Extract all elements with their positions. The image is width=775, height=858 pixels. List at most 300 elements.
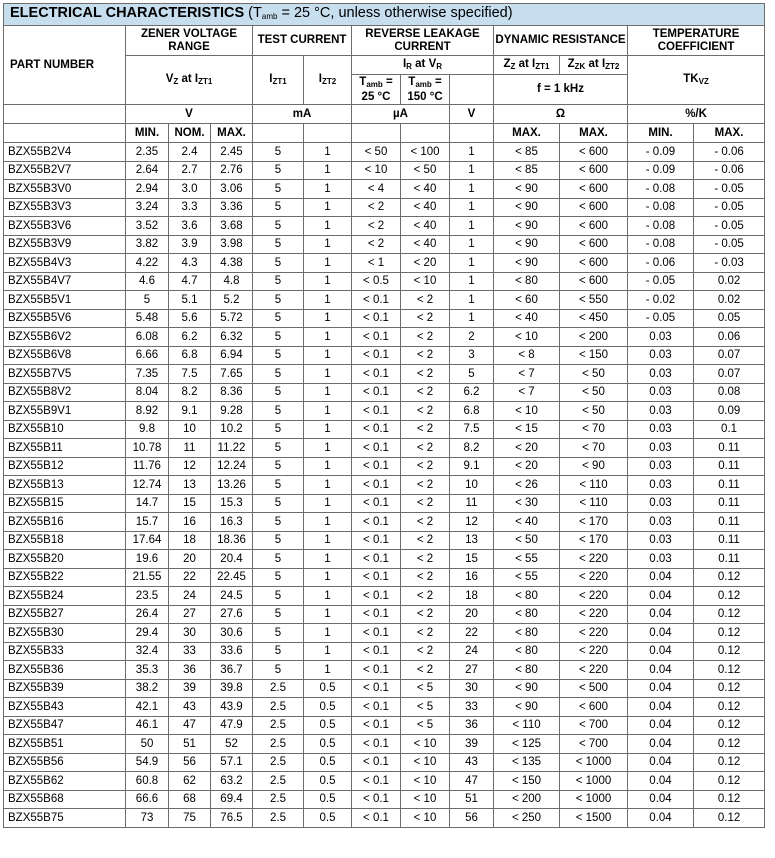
tamb-25c-header: $T_{amb}$ = 25 °C xyxy=(352,75,401,105)
vz-max-cell: 27.6 xyxy=(211,605,253,624)
ir-150c-cell: < 2 xyxy=(401,457,450,476)
zzk-max-cell: < 50 xyxy=(560,402,628,421)
part-number-cell: BZX55B10 xyxy=(4,420,126,439)
izt2-cell: 1 xyxy=(304,272,352,291)
part-number-cell: BZX55B2V4 xyxy=(4,143,126,162)
col-blank-cell xyxy=(304,124,352,143)
zzk-max-cell: < 600 xyxy=(560,143,628,162)
tk-min-cell: 0.03 xyxy=(628,365,694,384)
zzk-max-cell: < 50 xyxy=(560,365,628,384)
ir-150c-cell: < 2 xyxy=(401,568,450,587)
tk-max-cell: 0.11 xyxy=(694,550,765,569)
table-row xyxy=(4,753,765,772)
table-row xyxy=(4,457,765,476)
tk-max-cell: 0.11 xyxy=(694,476,765,495)
col-tk-min-header: MIN. xyxy=(628,124,694,143)
tk-max-cell: 0.12 xyxy=(694,661,765,680)
vz-min-cell: 23.5 xyxy=(126,587,169,606)
vz-max-cell: 3.06 xyxy=(211,180,253,199)
vz-min-cell: 73 xyxy=(126,809,169,828)
zz-max-cell: < 10 xyxy=(494,328,560,347)
tk-min-cell: - 0.02 xyxy=(628,291,694,310)
ir-25c-cell: < 0.1 xyxy=(352,698,401,717)
zzk-max-cell: < 1000 xyxy=(560,790,628,809)
izt1-cell: 5 xyxy=(253,402,304,421)
izt1-cell: 5 xyxy=(253,605,304,624)
zz-max-cell: < 90 xyxy=(494,254,560,273)
vz-min-cell: 26.4 xyxy=(126,605,169,624)
part-number-cell: BZX55B9V1 xyxy=(4,402,126,421)
tk-min-cell: 0.03 xyxy=(628,457,694,476)
ir-150c-cell: < 100 xyxy=(401,143,450,162)
izt2-cell: 1 xyxy=(304,457,352,476)
tk-max-cell: 0.11 xyxy=(694,531,765,550)
tk-max-cell: - 0.06 xyxy=(694,161,765,180)
table-row xyxy=(4,809,765,828)
vz-nom-cell: 39 xyxy=(169,679,211,698)
zzk-max-cell: < 550 xyxy=(560,291,628,310)
zzk-max-cell: < 450 xyxy=(560,309,628,328)
vz-max-cell: 2.76 xyxy=(211,161,253,180)
vr-cell: 5 xyxy=(450,365,494,384)
vz-max-cell: 52 xyxy=(211,735,253,754)
unit-ma-header: mA xyxy=(253,105,352,124)
ir-25c-cell: < 0.1 xyxy=(352,531,401,550)
vz-min-cell: 9.8 xyxy=(126,420,169,439)
tk-max-cell: - 0.05 xyxy=(694,217,765,236)
izt2-cell: 0.5 xyxy=(304,809,352,828)
vz-min-cell: 4.22 xyxy=(126,254,169,273)
col-zzk-max-header: MAX. xyxy=(560,124,628,143)
part-number-cell: BZX55B13 xyxy=(4,476,126,495)
izt1-cell: 5 xyxy=(253,457,304,476)
vz-max-cell: 2.45 xyxy=(211,143,253,162)
ir-150c-cell: < 50 xyxy=(401,161,450,180)
vz-min-cell: 19.6 xyxy=(126,550,169,569)
table-row xyxy=(4,439,765,458)
izt1-cell: 5 xyxy=(253,550,304,569)
ir-150c-cell: < 2 xyxy=(401,420,450,439)
vz-max-cell: 20.4 xyxy=(211,550,253,569)
izt2-cell: 1 xyxy=(304,217,352,236)
izt1-cell: 2.5 xyxy=(253,753,304,772)
table-row xyxy=(4,698,765,717)
ir-25c-cell: < 4 xyxy=(352,180,401,199)
col-blank-cell xyxy=(401,124,450,143)
col-blank-cell xyxy=(253,124,304,143)
izt1-cell: 5 xyxy=(253,254,304,273)
vz-nom-cell: 22 xyxy=(169,568,211,587)
ir-150c-cell: < 10 xyxy=(401,735,450,754)
ir-25c-cell: < 0.1 xyxy=(352,420,401,439)
izt1-header: $I_{ZT1}$ xyxy=(253,56,304,105)
izt1-cell: 5 xyxy=(253,272,304,291)
zz-max-cell: < 90 xyxy=(494,198,560,217)
vz-max-cell: 12.24 xyxy=(211,457,253,476)
zz-max-cell: < 90 xyxy=(494,217,560,236)
izt1-cell: 5 xyxy=(253,476,304,495)
ir-25c-cell: < 0.1 xyxy=(352,642,401,661)
tk-max-cell: - 0.05 xyxy=(694,180,765,199)
izt2-cell: 1 xyxy=(304,624,352,643)
zz-max-cell: < 80 xyxy=(494,661,560,680)
izt1-cell: 5 xyxy=(253,143,304,162)
table-row xyxy=(4,790,765,809)
vz-nom-cell: 47 xyxy=(169,716,211,735)
tk-max-cell: 0.12 xyxy=(694,772,765,791)
ir-25c-cell: < 0.1 xyxy=(352,346,401,365)
table-row xyxy=(4,198,765,217)
tk-max-cell: 0.12 xyxy=(694,698,765,717)
vr-blank-header xyxy=(450,75,494,105)
izt1-cell: 5 xyxy=(253,439,304,458)
zz-max-cell: < 200 xyxy=(494,790,560,809)
vz-min-cell: 17.64 xyxy=(126,531,169,550)
unit-percent-per-k-header: %/K xyxy=(628,105,765,124)
part-number-cell: BZX55B3V6 xyxy=(4,217,126,236)
vr-cell: 27 xyxy=(450,661,494,680)
vr-cell: 13 xyxy=(450,531,494,550)
vz-max-cell: 13.26 xyxy=(211,476,253,495)
vz-max-cell: 10.2 xyxy=(211,420,253,439)
izt2-cell: 1 xyxy=(304,309,352,328)
vr-cell: 43 xyxy=(450,753,494,772)
vz-nom-cell: 2.7 xyxy=(169,161,211,180)
vz-max-cell: 24.5 xyxy=(211,587,253,606)
zzk-max-cell: < 600 xyxy=(560,217,628,236)
tk-max-cell: - 0.05 xyxy=(694,235,765,254)
vr-cell: 1 xyxy=(450,309,494,328)
zzk-max-cell: < 1500 xyxy=(560,809,628,828)
ir-25c-cell: < 0.1 xyxy=(352,790,401,809)
vz-max-cell: 9.28 xyxy=(211,402,253,421)
vr-cell: 56 xyxy=(450,809,494,828)
vz-nom-cell: 56 xyxy=(169,753,211,772)
vz-min-cell: 3.52 xyxy=(126,217,169,236)
izt1-cell: 2.5 xyxy=(253,772,304,791)
table-row xyxy=(4,624,765,643)
vz-min-cell: 2.35 xyxy=(126,143,169,162)
vz-min-cell: 6.66 xyxy=(126,346,169,365)
zz-max-cell: < 80 xyxy=(494,624,560,643)
vr-cell: 1 xyxy=(450,180,494,199)
table-body xyxy=(4,143,765,828)
izt2-cell: 1 xyxy=(304,642,352,661)
tk-max-cell: 0.1 xyxy=(694,420,765,439)
zz-max-cell: < 125 xyxy=(494,735,560,754)
vz-min-cell: 3.82 xyxy=(126,235,169,254)
tk-min-cell: 0.03 xyxy=(628,439,694,458)
tk-max-cell: 0.11 xyxy=(694,439,765,458)
vr-cell: 1 xyxy=(450,161,494,180)
ir-at-vr-header: $I_R$ at $V_R$ xyxy=(352,56,494,75)
vz-max-cell: 6.32 xyxy=(211,328,253,347)
vz-max-cell: 8.36 xyxy=(211,383,253,402)
tk-max-cell: 0.08 xyxy=(694,383,765,402)
zz-max-cell: < 80 xyxy=(494,642,560,661)
ir-25c-cell: < 0.1 xyxy=(352,772,401,791)
table-row xyxy=(4,161,765,180)
vz-min-cell: 60.8 xyxy=(126,772,169,791)
tk-min-cell: 0.03 xyxy=(628,531,694,550)
tk-min-cell: 0.03 xyxy=(628,476,694,495)
zz-max-cell: < 135 xyxy=(494,753,560,772)
part-number-cell: BZX55B47 xyxy=(4,716,126,735)
col-min-header: MIN. xyxy=(126,124,169,143)
zz-max-cell: < 55 xyxy=(494,568,560,587)
vr-cell: 11 xyxy=(450,494,494,513)
ir-25c-cell: < 0.1 xyxy=(352,550,401,569)
table-row xyxy=(4,272,765,291)
zzk-max-cell: < 110 xyxy=(560,476,628,495)
table-row xyxy=(4,402,765,421)
vr-cell: 10 xyxy=(450,476,494,495)
tk-min-cell: 0.04 xyxy=(628,605,694,624)
vr-cell: 22 xyxy=(450,624,494,643)
vr-cell: 51 xyxy=(450,790,494,809)
zz-max-cell: < 90 xyxy=(494,180,560,199)
tk-max-cell: 0.12 xyxy=(694,605,765,624)
zzk-max-cell: < 200 xyxy=(560,328,628,347)
izt1-cell: 2.5 xyxy=(253,809,304,828)
ir-150c-cell: < 10 xyxy=(401,790,450,809)
part-number-cell: BZX55B6V8 xyxy=(4,346,126,365)
zzk-max-cell: < 500 xyxy=(560,679,628,698)
zz-max-cell: < 60 xyxy=(494,291,560,310)
ir-25c-cell: < 0.1 xyxy=(352,735,401,754)
table-row xyxy=(4,531,765,550)
izt2-cell: 1 xyxy=(304,291,352,310)
zz-max-cell: < 150 xyxy=(494,772,560,791)
vz-max-cell: 57.1 xyxy=(211,753,253,772)
vz-nom-cell: 51 xyxy=(169,735,211,754)
ir-150c-cell: < 2 xyxy=(401,476,450,495)
vz-nom-cell: 62 xyxy=(169,772,211,791)
vz-min-cell: 54.9 xyxy=(126,753,169,772)
tk-min-cell: 0.04 xyxy=(628,587,694,606)
tkvz-header: $TK_{VZ}$ xyxy=(628,56,765,105)
vz-at-izt1-header: $V_Z$ at $I_{ZT1}$ xyxy=(126,56,253,105)
vz-max-cell: 15.3 xyxy=(211,494,253,513)
izt2-header: $I_{ZT2}$ xyxy=(304,56,352,105)
tk-max-cell: 0.11 xyxy=(694,457,765,476)
ir-25c-cell: < 0.1 xyxy=(352,309,401,328)
vz-max-cell: 3.68 xyxy=(211,217,253,236)
part-number-cell: BZX55B8V2 xyxy=(4,383,126,402)
table-row xyxy=(4,180,765,199)
zz-max-cell: < 50 xyxy=(494,531,560,550)
table-row xyxy=(4,494,765,513)
table-row xyxy=(4,254,765,273)
table-row xyxy=(4,235,765,254)
zzk-max-cell: < 220 xyxy=(560,624,628,643)
izt1-cell: 5 xyxy=(253,198,304,217)
izt2-cell: 0.5 xyxy=(304,790,352,809)
ir-25c-cell: < 0.1 xyxy=(352,716,401,735)
vz-nom-cell: 11 xyxy=(169,439,211,458)
vz-max-cell: 4.38 xyxy=(211,254,253,273)
zz-max-cell: < 110 xyxy=(494,716,560,735)
vz-nom-cell: 6.2 xyxy=(169,328,211,347)
izt1-cell: 5 xyxy=(253,346,304,365)
unit-blank-cell xyxy=(4,105,126,124)
vz-nom-cell: 75 xyxy=(169,809,211,828)
ir-25c-cell: < 2 xyxy=(352,198,401,217)
col-blank-cell xyxy=(450,124,494,143)
ir-150c-cell: < 2 xyxy=(401,550,450,569)
zzk-max-cell: < 110 xyxy=(560,494,628,513)
tk-max-cell: 0.07 xyxy=(694,365,765,384)
tamb-150c-header: $T_{amb}$ = 150 °C xyxy=(401,75,450,105)
ir-150c-cell: < 5 xyxy=(401,698,450,717)
vz-nom-cell: 3.9 xyxy=(169,235,211,254)
ir-150c-cell: < 2 xyxy=(401,365,450,384)
izt2-cell: 1 xyxy=(304,550,352,569)
ir-150c-cell: < 2 xyxy=(401,439,450,458)
tk-min-cell: 0.04 xyxy=(628,716,694,735)
part-number-cell: BZX55B75 xyxy=(4,809,126,828)
part-number-cell: BZX55B2V7 xyxy=(4,161,126,180)
izt2-cell: 1 xyxy=(304,513,352,532)
ir-25c-cell: < 0.1 xyxy=(352,587,401,606)
zzk-max-cell: < 50 xyxy=(560,383,628,402)
ir-25c-cell: < 0.1 xyxy=(352,383,401,402)
izt1-cell: 5 xyxy=(253,235,304,254)
zener-voltage-range-header: ZENER VOLTAGE RANGE xyxy=(126,26,253,56)
izt1-cell: 5 xyxy=(253,161,304,180)
vr-cell: 18 xyxy=(450,587,494,606)
vz-nom-cell: 18 xyxy=(169,531,211,550)
tk-max-cell: 0.12 xyxy=(694,679,765,698)
zzk-max-cell: < 600 xyxy=(560,254,628,273)
izt2-cell: 1 xyxy=(304,180,352,199)
izt2-cell: 1 xyxy=(304,661,352,680)
zzk-max-cell: < 220 xyxy=(560,587,628,606)
tk-max-cell: 0.12 xyxy=(694,568,765,587)
zz-max-cell: < 80 xyxy=(494,605,560,624)
table-row xyxy=(4,772,765,791)
zz-max-cell: < 40 xyxy=(494,513,560,532)
vz-nom-cell: 68 xyxy=(169,790,211,809)
ir-25c-cell: < 0.1 xyxy=(352,457,401,476)
vz-max-cell: 11.22 xyxy=(211,439,253,458)
vz-nom-cell: 43 xyxy=(169,698,211,717)
ir-150c-cell: < 2 xyxy=(401,513,450,532)
vz-max-cell: 76.5 xyxy=(211,809,253,828)
tk-min-cell: - 0.09 xyxy=(628,143,694,162)
part-number-cell: BZX55B36 xyxy=(4,661,126,680)
ir-25c-cell: < 0.1 xyxy=(352,291,401,310)
vz-min-cell: 46.1 xyxy=(126,716,169,735)
zzk-max-cell: < 1000 xyxy=(560,753,628,772)
ir-150c-cell: < 2 xyxy=(401,309,450,328)
ir-25c-cell: < 0.1 xyxy=(352,476,401,495)
table-row xyxy=(4,309,765,328)
part-number-cell: BZX55B68 xyxy=(4,790,126,809)
zzk-max-cell: < 70 xyxy=(560,420,628,439)
table-row xyxy=(4,328,765,347)
izt1-cell: 5 xyxy=(253,180,304,199)
izt1-cell: 2.5 xyxy=(253,790,304,809)
table-row xyxy=(4,550,765,569)
part-number-cell: BZX55B18 xyxy=(4,531,126,550)
table-row xyxy=(4,365,765,384)
vr-cell: 1 xyxy=(450,198,494,217)
ir-150c-cell: < 2 xyxy=(401,346,450,365)
ir-150c-cell: < 2 xyxy=(401,661,450,680)
izt1-cell: 5 xyxy=(253,309,304,328)
tk-min-cell: 0.03 xyxy=(628,494,694,513)
tk-min-cell: 0.04 xyxy=(628,642,694,661)
izt2-cell: 1 xyxy=(304,198,352,217)
ir-150c-cell: < 2 xyxy=(401,624,450,643)
tk-min-cell: - 0.08 xyxy=(628,217,694,236)
vz-min-cell: 38.2 xyxy=(126,679,169,698)
izt2-cell: 1 xyxy=(304,143,352,162)
zz-max-cell: < 20 xyxy=(494,439,560,458)
ir-150c-cell: < 2 xyxy=(401,494,450,513)
electrical-characteristics-sheet xyxy=(3,3,764,828)
zzk-max-cell: < 700 xyxy=(560,716,628,735)
izt1-cell: 5 xyxy=(253,328,304,347)
col-blank-cell xyxy=(352,124,401,143)
vz-nom-cell: 4.7 xyxy=(169,272,211,291)
tk-max-cell: 0.07 xyxy=(694,346,765,365)
part-number-cell: BZX55B11 xyxy=(4,439,126,458)
tk-max-cell: - 0.06 xyxy=(694,143,765,162)
part-number-cell: BZX55B62 xyxy=(4,772,126,791)
vz-max-cell: 5.2 xyxy=(211,291,253,310)
tk-min-cell: - 0.06 xyxy=(628,254,694,273)
vz-min-cell: 10.78 xyxy=(126,439,169,458)
ir-25c-cell: < 0.1 xyxy=(352,328,401,347)
izt2-cell: 1 xyxy=(304,531,352,550)
vz-nom-cell: 4.3 xyxy=(169,254,211,273)
zz-max-cell: < 90 xyxy=(494,698,560,717)
izt2-cell: 1 xyxy=(304,402,352,421)
izt2-cell: 1 xyxy=(304,328,352,347)
vz-max-cell: 30.6 xyxy=(211,624,253,643)
ir-25c-cell: < 0.1 xyxy=(352,753,401,772)
zzk-max-cell: < 1000 xyxy=(560,772,628,791)
tk-min-cell: 0.04 xyxy=(628,698,694,717)
part-number-cell: BZX55B5V6 xyxy=(4,309,126,328)
tk-max-cell: 0.09 xyxy=(694,402,765,421)
table-row xyxy=(4,735,765,754)
izt1-cell: 5 xyxy=(253,365,304,384)
izt1-cell: 2.5 xyxy=(253,698,304,717)
tk-min-cell: 0.03 xyxy=(628,402,694,421)
tk-min-cell: 0.04 xyxy=(628,661,694,680)
vz-min-cell: 8.92 xyxy=(126,402,169,421)
zz-max-cell: < 26 xyxy=(494,476,560,495)
ir-150c-cell: < 10 xyxy=(401,772,450,791)
vz-max-cell: 43.9 xyxy=(211,698,253,717)
vz-max-cell: 33.6 xyxy=(211,642,253,661)
zzk-max-cell: < 700 xyxy=(560,735,628,754)
vr-cell: 24 xyxy=(450,642,494,661)
vz-max-cell: 18.36 xyxy=(211,531,253,550)
part-number-cell: BZX55B33 xyxy=(4,642,126,661)
vz-min-cell: 14.7 xyxy=(126,494,169,513)
vr-cell: 36 xyxy=(450,716,494,735)
vz-max-cell: 22.45 xyxy=(211,568,253,587)
ir-25c-cell: < 0.1 xyxy=(352,605,401,624)
unit-ohm-header: Ω xyxy=(494,105,628,124)
izt2-cell: 0.5 xyxy=(304,679,352,698)
izt1-cell: 5 xyxy=(253,587,304,606)
vr-cell: 39 xyxy=(450,735,494,754)
